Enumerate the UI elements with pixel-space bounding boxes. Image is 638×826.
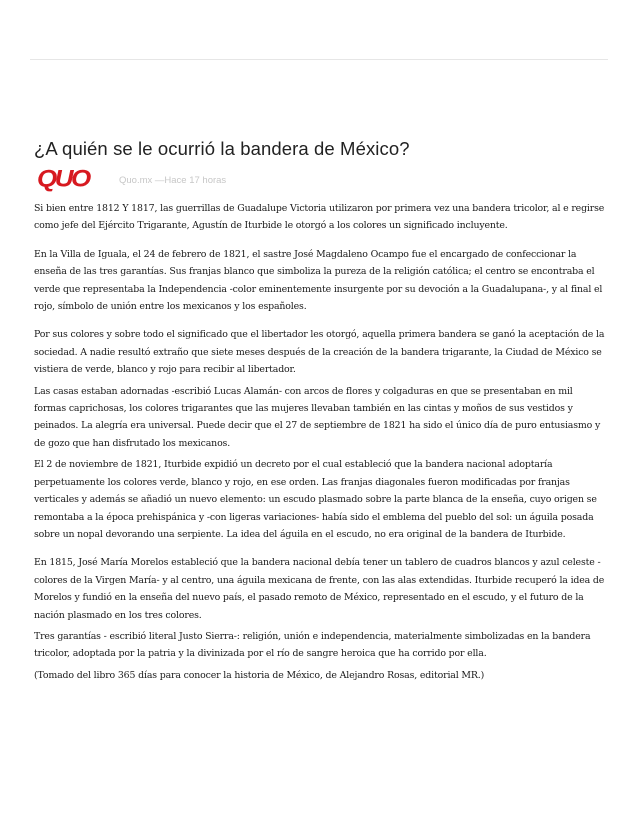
paragraph: En la Villa de Iguala, el 24 de febrero de 1821, el sastre José Magdaleno Ocampo fue el encargado de confeccionar la enseña de las tres garantías. Sus franjas blanco que simboliza la pureza de la religión católica; el centro se encontraba el verde que representaba la Independencia -color eminentemente insurgente por su devoción a la Guadalupana-, y al final el rojo, símbolo de unión entre los mexicanos y los españoles.	[34, 248, 603, 313]
publisher-logo[interactable]: QUO	[37, 164, 89, 192]
top-divider	[30, 59, 608, 60]
paragraph: Por sus colores y sobre todo el significado que el libertador les otorgó, aquella primera bandera se ganó la aceptación de la sociedad. A nadie resultó extraño que siete meses después de la creación de la bandera trigarante, la Ciudad de México se vistiera de verde, blanco y rojo para recibir al libertador.	[34, 329, 605, 376]
byline	[34, 164, 606, 192]
article-body	[34, 200, 606, 684]
paragraph: Tres garantías - escribió literal Justo Sierra-: religión, unión e independencia, materialmente simbolizadas en la bandera tricolor, adoptada por la patria y la divinizada por el río de sangre heroica que ha corrido por ella.	[34, 630, 591, 660]
paragraph: (Tomado del libro 365 días para conocer la historia de México, de Alejandro Rosas, editorial MR.)	[34, 669, 485, 681]
article-title: ¿A quién se le ocurrió la bandera de México?	[34, 138, 410, 159]
paragraph: En 1815, José María Morelos estableció que la bandera nacional debía tener un tablero de cuadros blancos y azul celeste - colores de la Virgen María- y al centro, una águila mexicana de frente, con las alas extendidas. Iturbide recuperó la idea de Morelos y fundió en la enseña del nuevo país, el pasado remoto de México, representado en el escudo, y el futuro de la nación plasmado en los tres colores.	[34, 557, 605, 621]
article	[34, 138, 606, 684]
paragraph: El 2 de noviembre de 1821, Iturbide expidió un decreto por el cual estableció que la bandera nacional adoptaría perpetuamente los colores verde, blanco y rojo, en ese orden. Las franjas diagonales fueron modificadas por franjas verticales y además se añadió un nuevo elemento: un escudo plasmado sobre la parte blanca de la enseña, cuyo origen se remontaba a la época prehispánica y -con ligeras variaciones- había sido el emblema del pueblo del sol: un águila posada sobre un nopal devorando una serpiente. La idea del águila en el escudo, no era original de la bandera de Iturbide.	[34, 459, 597, 540]
paragraph: Si bien entre 1812 Y 1817, las guerrillas de Guadalupe Victoria utilizaron por primera vez una bandera tricolor, al e regirse como jefe del Ejército Trigarante, Agustín de Iturbide le otorgó a los colores un significado incluyente.	[34, 203, 605, 232]
article-meta: Quo.mx —Hace 17 horas	[119, 174, 227, 186]
paragraph: Las casas estaban adornadas -escribió Lucas Alamán- con arcos de flores y colgaduras en que se presentaban en mil formas caprichosas, los colores trigarantes que las mujeres llevaban también en las cintas y moños de sus vestidos y peinados. La alegría era universal. Puede decir que el 27 de septiembre de 1821 ha sido el único día de puro entusiasmo y de gozo que han disfrutado los mexicanos.	[34, 385, 601, 449]
